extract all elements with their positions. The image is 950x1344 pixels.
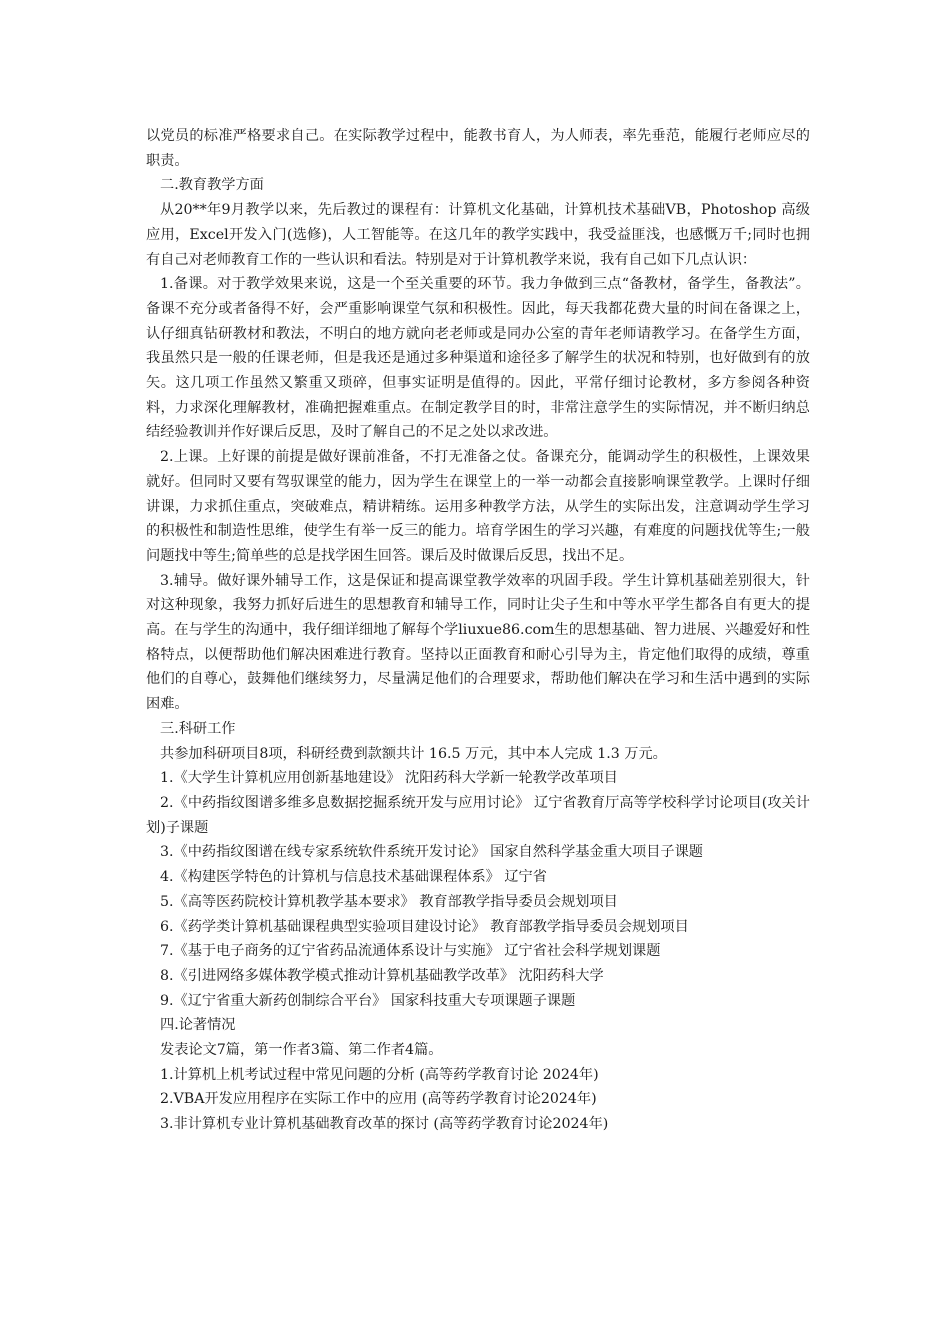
- paragraph-lesson-prep: 1.备课。对于教学效果来说，这是一个至关重要的环节。我力争做到三点“备教材，备学生，备教法”。备课不充分或者备得不好，会严重影响课堂气氛和积极性。因此，每天我都花费大量的时间在备课之上，认仔细真钻研教材和教法，不明白的地方就向老老师或是同办公室的青年老师请教学习。在备学生方面，我虽然只是一般的任课老师，但是我还是通过多种渠道和途径多了解学生的状况和特别，也好做到有的放矢。这几项工作虽然又繁重又琐碎，但事实证明是值得的。因此，平常仔细讨论教材，多方参阅各种资料，力求深化理解教材，准确把握难重点。在制定教学目的时，非常注意学生的实际情况，并不断归纳总结经验教训并作好课后反思，及时了解自己的不足之处以求改进。: [146, 276, 810, 441]
- research-item-1: 1.《大学生计算机应用创新基地建设》 沈阳药科大学新一轮教学改革项目: [160, 770, 618, 787]
- publication-item-2: 2.VBA开发应用程序在实际工作中的应用 (高等药学教育讨论2024年): [160, 1091, 597, 1108]
- section-heading-publications: 四.论著情况: [160, 1017, 236, 1034]
- research-item-2: 2.《中药指纹图谱多维多息数据挖掘系统开发与应用讨论》 辽宁省教育厅高等学校科学讨论项目(攻关计划)子课题: [146, 794, 810, 836]
- research-item-3: 3.《中药指纹图谱在线专家系统软件系统开发讨论》 国家自然科学基金重大项目子课题: [160, 844, 703, 861]
- paragraph-intro: 以党员的标准严格要求自己。在实际教学过程中，能教书育人，为人师表，率先垂范，能履行老师应尽的职责。: [146, 128, 810, 169]
- publication-item-3: 3.非计算机专业计算机基础教育改革的探讨 (高等药学教育讨论2024年): [160, 1116, 609, 1133]
- publication-item-1: 1.计算机上机考试过程中常见问题的分析 (高等药学教育讨论 2024年): [160, 1066, 599, 1083]
- paragraph-courses: 从20**年9月教学以来，先后教过的课程有：计算机文化基础，计算机技术基础VB，Photoshop 高级应用，Excel开发入门(选修)，人工智能等。在这几年的教学实践中，我受益匪浅，也感慨万千;同时也拥有自己对老师教育工作的一些认识和看法。特别是对于计算机教学来说，我有自己如下几点认识：: [146, 202, 810, 268]
- section-heading-research: 三.科研工作: [160, 720, 236, 737]
- research-item-9: 9.《辽宁省重大新药创制综合平台》 国家科技重大专项课题子课题: [160, 992, 576, 1009]
- research-item-4: 4.《构建医学特色的计算机与信息技术基础课程体系》 辽宁省: [160, 869, 547, 886]
- paragraph-tutoring: 3.辅导。做好课外辅导工作，这是保证和提高课堂教学效率的巩固手段。学生计算机基础差别很大，针对这种现象，我努力抓好后进生的思想教育和辅导工作，同时让尖子生和中等水平学生都各自有更大的提高。在与学生的沟通中，我仔细详细地了解每个学liuxue86.com生的思想基础、智力进展、兴趣爱好和性格特点，以便帮助他们解决困难进行教育。坚持以正面教育和耐心引导为主，肯定他们取得的成绩，尊重他们的自尊心，鼓舞他们继续努力，尽量满足他们的合理要求，帮助他们解决在学习和生活中遇到的实际困难。: [146, 572, 810, 713]
- research-item-6: 6.《药学类计算机基础课程典型实验项目建设讨论》 教育部教学指导委员会规划项目: [160, 918, 689, 935]
- research-item-8: 8.《引进网络多媒体教学模式推动计算机基础教学改革》 沈阳药科大学: [160, 967, 604, 984]
- paragraph-lecturing: 2.上课。上好课的前提是做好课前准备，不打无准备之仗。备课充分，能调动学生的积极性，上课效果就好。但同时又要有驾驭课堂的能力，因为学生在课堂上的一举一动都会直接影响课堂教学。上课时仔细讲课，力求抓住重点，突破难点，精讲精练。运用多种教学方法，从学生的实际出发，注意调动学生学习的积极性和制造性思维，使学生有举一反三的能力。培育学困生的学习兴趣，有难度的问题找优等生;一般问题找中等生;简单些的总是找学困生回答。课后及时做课后反思，找出不足。: [146, 449, 810, 564]
- research-item-7: 7.《基于电子商务的辽宁省药品流通体系设计与实施》 辽宁省社会科学规划课题: [160, 943, 661, 960]
- document-body: [146, 124, 810, 1137]
- section-heading-teaching: 二.教育教学方面: [160, 177, 264, 194]
- paragraph-publications-summary: 发表论文7篇，第一作者3篇、第二作者4篇。: [160, 1042, 443, 1059]
- research-item-5: 5.《高等医药院校计算机教学基本要求》 教育部教学指导委员会规划项目: [160, 893, 618, 910]
- paragraph-research-summary: 共参加科研项目8项，科研经费到款额共计 16.5 万元，其中本人完成 1.3 万元。: [160, 745, 667, 762]
